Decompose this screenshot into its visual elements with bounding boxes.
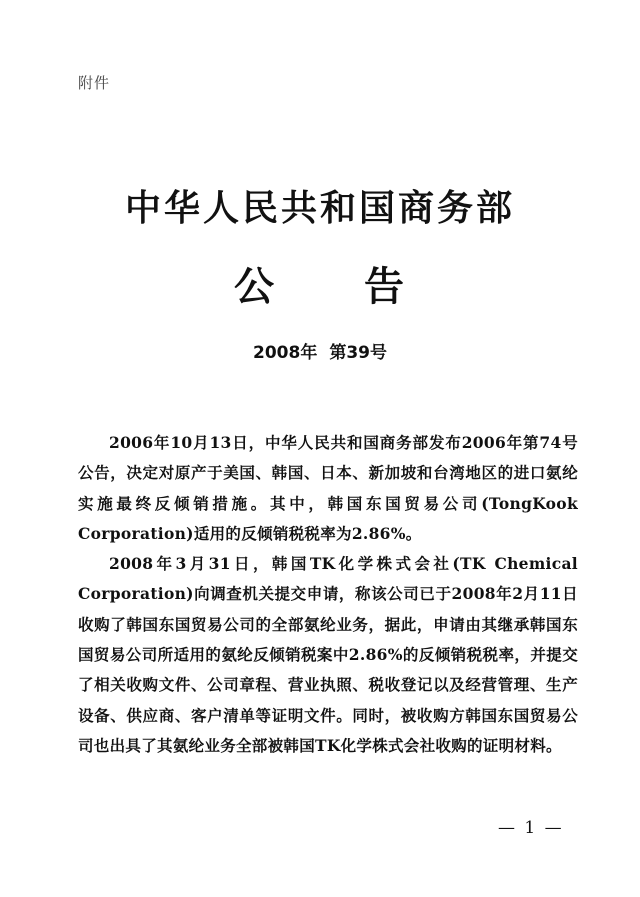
- document-number-line: [0, 338, 640, 363]
- announcement-char-1: 公: [234, 264, 274, 310]
- page-number: — 1 —: [498, 818, 564, 838]
- body-paragraph-1: 2006年10月13日，中华人民共和国商务部发布2006年第74号公告，决定对原产于美国、韩国、日本、新加坡和台湾地区的进口氨纶实施最终反倾销措施。其中，韩国东国贸易公司(TongKook Corporation)适用的反倾销税税率为2.86%。: [78, 433, 578, 543]
- body-text: [78, 428, 578, 761]
- announcement-title: [0, 255, 640, 310]
- attachment-label: 附件: [78, 74, 111, 92]
- announcement-char-2: 告: [364, 264, 404, 310]
- ministry-title: 中华人民共和国商务部: [124, 188, 515, 229]
- document-year: 2008年: [253, 343, 318, 363]
- body-paragraph-2: 2008年3月31日，韩国TK化学株式会社(TK Chemical Corporation)向调查机关提交申请，称该公司已于2008年2月11日收购了韩国东国贸易公司的全部氨纶业务，据此，申请由其继承韩国东国贸易公司所适用的氨纶反倾销税案中2.86%的反倾销税税率，并提交了相关收购文件、公司章程、营业执照、税收登记以及经营管理、生产设备、供应商、客户清单等证明文件。同时，被收购方韩国东国贸易公司也出具了其氨纶业务全部被韩国TK化学株式会社收购的证明材料。: [78, 554, 578, 755]
- document-number: 第39号: [329, 343, 387, 363]
